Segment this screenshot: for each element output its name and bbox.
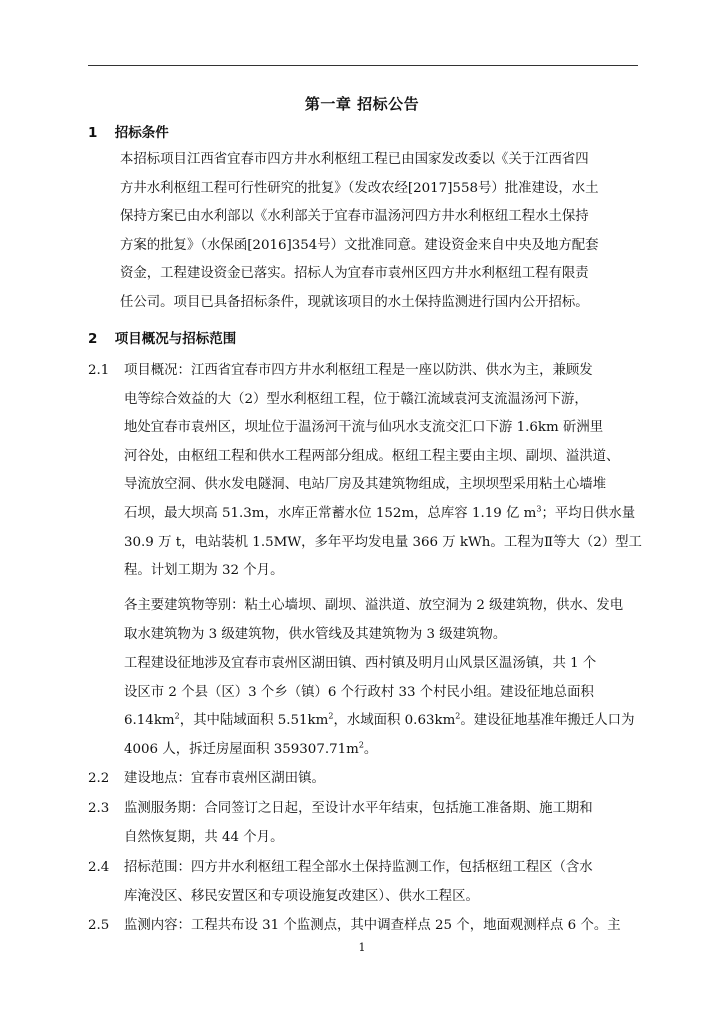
item-2-1-paragraph xyxy=(124,357,646,586)
text-line: 地处宜春市袁州区，坝址位于温汤河干流与仙巩水支流交汇口下游 1.6km 斫洲里 xyxy=(124,420,604,436)
item-number-2-3: 2.3 xyxy=(88,801,110,816)
text-line: 本招标项目江西省宜春市四方井水利枢纽工程已由国家发改委以《关于江西省四 xyxy=(120,152,589,167)
text-line: 项目概况：江西省宜春市四方井水利枢纽工程是一座以防洪、供水为主，兼顾发 xyxy=(124,363,593,378)
text-line: 设区市 2 个县（区）3 个乡（镇）6 个行政村 33 个村民小组。建设征地总面积 xyxy=(124,684,594,700)
text-line: 建设地点：宜春市袁州区湖田镇。 xyxy=(124,771,325,786)
text-line: 电等综合效益的大（2）型水利枢纽工程，位于赣江流域袁河支流温汤河下游， xyxy=(124,391,588,407)
item-2-1-paragraph-3 xyxy=(124,650,646,764)
text-line: 方井水利枢纽工程可行性研究的批复》（发改农经[2017]558号）批准建设，水土 xyxy=(120,180,599,196)
item-2-4-paragraph xyxy=(124,854,646,911)
item-2-1-paragraph-2 xyxy=(124,592,646,649)
text-line: 库淹没区、移民安置区和专项设施复改建区）、供水工程区。 xyxy=(124,888,479,904)
section-1-paragraph xyxy=(120,146,642,318)
text-line: 程。计划工期为 32 个月。 xyxy=(124,563,284,579)
page-number: 1 xyxy=(358,941,366,954)
section-title: 招标条件 xyxy=(114,125,169,141)
text-line: 监测服务期：合同签订之日起，至设计水平年结束，包括施工准备期、施工期和 xyxy=(124,801,593,816)
text-line: 监测内容：工程共布设 31 个监测点，其中调查样点 25 个，地面观测样点 6 个。主 xyxy=(124,918,621,933)
text-line: 保持方案已由水利部以《水利部关于宜春市温汤河四方井水利枢纽工程水土保持 xyxy=(120,209,589,225)
text-line: 方案的批复》（水保函[2016]354号）文批准同意。建设资金来自中央及地方配套 xyxy=(120,237,599,253)
text-line: 资金，工程建设资金已落实。招标人为宜春市袁州区四方井水利枢纽工程有限责 xyxy=(120,266,589,282)
text-line: 取水建筑物为 3 级建筑物，供水管线及其建筑物为 3 级建筑物。 xyxy=(124,626,507,642)
text-line: 4006 人，拆迁房屋面积 $359307.71m^2$。 xyxy=(124,740,378,757)
item-2-2-paragraph xyxy=(124,765,646,794)
text-line: 工程建设征地涉及宜春市袁州区湖田镇、西村镇及明月山风景区温汤镇，共 1 个 xyxy=(124,656,597,671)
section-number: 1 xyxy=(88,125,98,141)
item-number-2-1: 2.1 xyxy=(88,363,110,378)
text-line: 招标范围：四方井水利枢纽工程全部水土保持监测工作，包括枢纽工程区（含水 xyxy=(124,860,593,875)
text-line: 任公司。项目已具备招标条件，现就该项目的水土保持监测进行国内公开招标。 xyxy=(120,294,589,310)
text-line: 各主要建筑物等别：粘土心墙坝、副坝、溢洪道、放空洞为 2 级建筑物，供水、发电 xyxy=(124,598,624,613)
section-number: 2 xyxy=(88,331,98,347)
text-line: 河谷处，由枢纽工程和供水工程两部分组成。枢纽工程主要由主坝、副坝、溢洪道、 xyxy=(124,448,620,464)
section-title: 项目概况与招标范围 xyxy=(114,331,237,347)
chapter-title: 第一章 招标公告 xyxy=(304,95,420,113)
text-line: 自然恢复期，共 44 个月。 xyxy=(124,829,284,845)
header-rule xyxy=(88,65,638,66)
section-1-heading xyxy=(88,121,169,141)
text-line: $6.14km^2$，其中陆域面积 $5.51km^2$，水域面积 $0.63km^2$。建设征地基准年搬迁人口为 xyxy=(124,711,635,729)
section-2-heading xyxy=(88,327,236,347)
text-line: 石坝，最大坝高 51.3m，水库正常蓄水位 152m，总库容 1.19 亿 $m^3$；平均日供水量 xyxy=(124,504,636,521)
item-2-3-paragraph xyxy=(124,795,646,852)
item-number-2-5: 2.5 xyxy=(88,918,110,933)
text-line: 30.9 万 t，电站装机 1.5MW，多年平均发电量 366 万 kWh。工程为Ⅱ等大（2）型工 xyxy=(124,534,642,550)
item-number-2-4: 2.4 xyxy=(88,860,110,875)
item-2-5-paragraph xyxy=(124,912,646,941)
text-line: 导流放空洞、供水发电隧洞、电站厂房及其建筑物组成，主坝坝型采用粘土心墙堆 xyxy=(124,477,607,493)
item-number-2-2: 2.2 xyxy=(88,771,110,786)
